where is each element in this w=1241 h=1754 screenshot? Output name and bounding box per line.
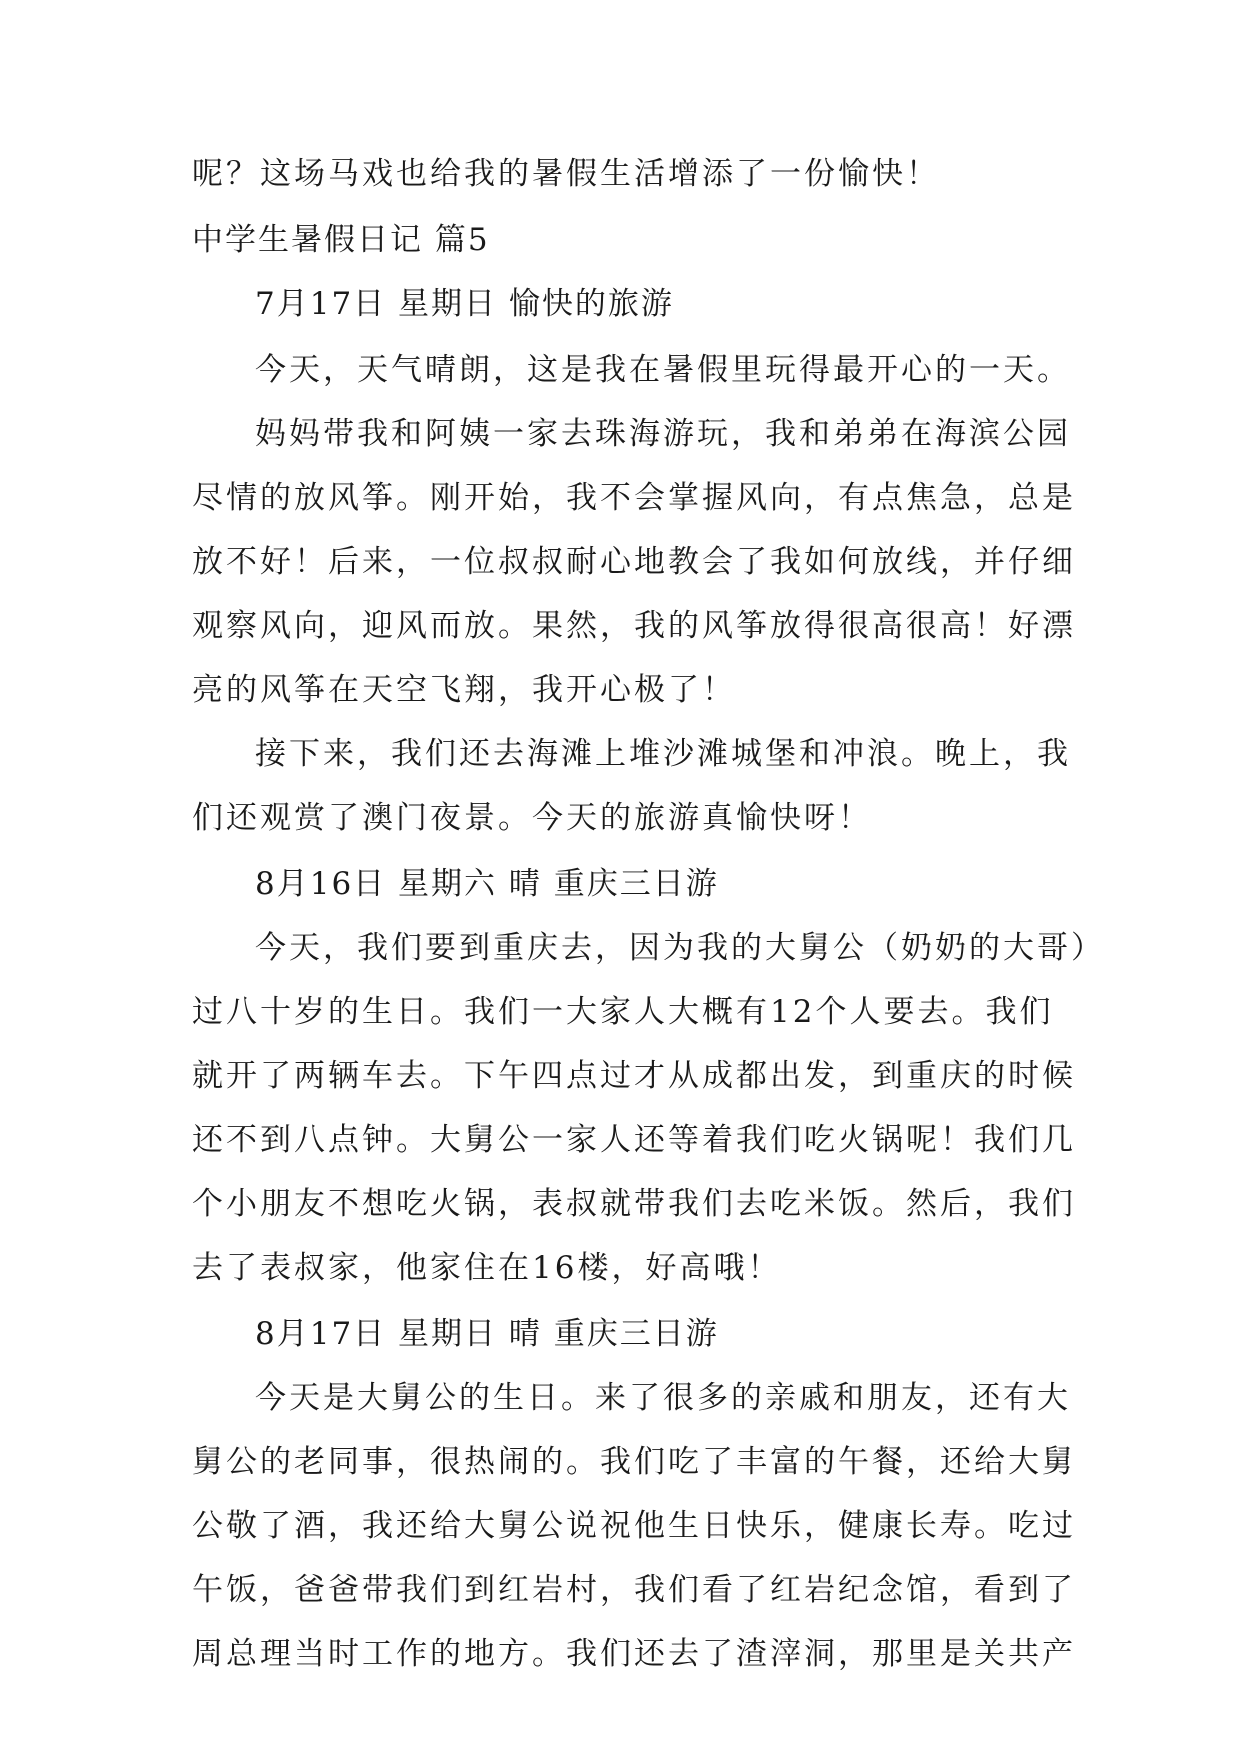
text-line: 放不好！后来，一位叔叔耐心地教会了我如何放线，并仔细 [192, 544, 1076, 580]
text-line: 过八十岁的生日。我们一大家人大概有12个人要去。我们 [192, 994, 1054, 1030]
section-title: 中学生暑假日记 篇5 [192, 222, 490, 258]
text-line: 今天，我们要到重庆去，因为我的大舅公（奶奶的大哥） [255, 930, 1105, 966]
text-line: 观察风向，迎风而放。果然，我的风筝放得很高很高！好漂 [192, 608, 1076, 644]
text-line: 今天是大舅公的生日。来了很多的亲戚和朋友，还有大 [255, 1380, 1071, 1416]
text-line: 公敬了酒，我还给大舅公说祝他生日快乐，健康长寿。吃过 [192, 1508, 1076, 1544]
text-line: 还不到八点钟。大舅公一家人还等着我们吃火锅呢！我们几 [192, 1122, 1076, 1158]
text-line: 去了表叔家，他家住在16楼，好高哦！ [192, 1250, 782, 1286]
text-line: 个小朋友不想吃火锅，表叔就带我们去吃米饭。然后，我们 [192, 1186, 1076, 1222]
text-line: 舅公的老同事，很热闹的。我们吃了丰富的午餐，还给大舅 [192, 1444, 1076, 1480]
text-line: 就开了两辆车去。下午四点过才从成都出发，到重庆的时候 [192, 1058, 1076, 1094]
text-line: 周总理当时工作的地方。我们还去了渣滓洞，那里是关共产 [192, 1636, 1076, 1672]
diary-date-heading: 7月17日 星期日 愉快的旅游 [255, 286, 674, 322]
diary-date-heading: 8月16日 星期六 晴 重庆三日游 [255, 866, 719, 902]
text-line: 尽情的放风筝。刚开始，我不会掌握风向，有点焦急，总是 [192, 480, 1076, 516]
text-line: 们还观赏了澳门夜景。今天的旅游真愉快呀！ [192, 800, 872, 836]
text-line: 午饭，爸爸带我们到红岩村，我们看了红岩纪念馆，看到了 [192, 1572, 1076, 1608]
diary-date-heading: 8月17日 星期日 晴 重庆三日游 [255, 1316, 719, 1352]
text-line: 呢？这场马戏也给我的暑假生活增添了一份愉快！ [192, 156, 940, 192]
text-line: 今天，天气晴朗，这是我在暑假里玩得最开心的一天。 [255, 352, 1071, 388]
text-line: 妈妈带我和阿姨一家去珠海游玩，我和弟弟在海滨公园 [255, 416, 1071, 452]
text-line: 亮的风筝在天空飞翔，我开心极了！ [192, 672, 736, 708]
text-line: 接下来，我们还去海滩上堆沙滩城堡和冲浪。晚上，我 [255, 736, 1071, 772]
